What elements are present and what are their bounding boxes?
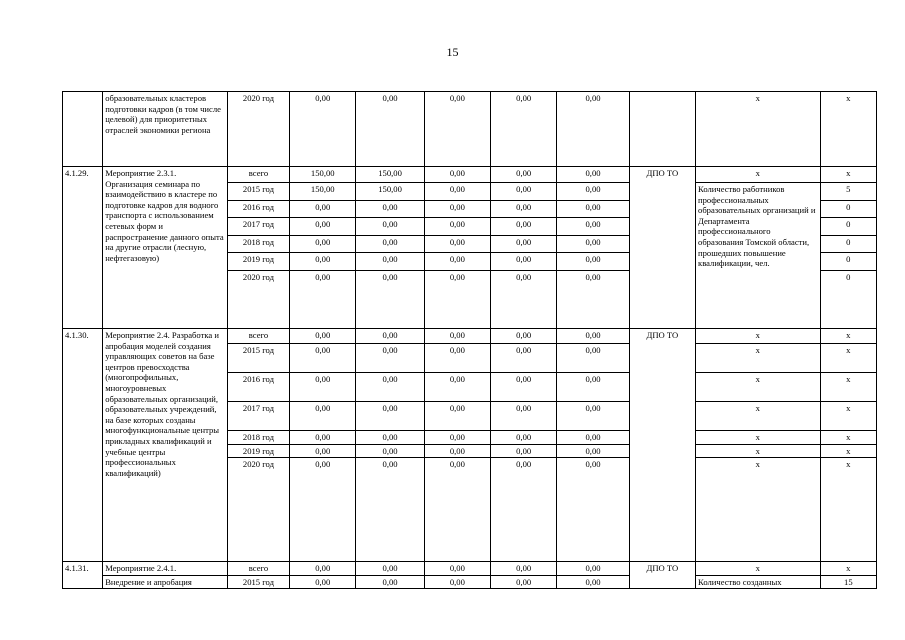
row-number: 4.1.30. — [63, 329, 103, 562]
cell-amount: 0,00 — [290, 329, 356, 344]
table-row — [63, 167, 877, 183]
cell-amount: 0,00 — [290, 575, 356, 589]
cell-amount: 0,00 — [557, 344, 629, 373]
cell-amount: 0,00 — [491, 344, 557, 373]
cell-amount: 0,00 — [424, 271, 490, 329]
cell-amount: 0,00 — [290, 444, 356, 458]
cell-amount: 0,00 — [290, 373, 356, 402]
cell-amount: 0,00 — [557, 329, 629, 344]
cell-amount: 0,00 — [491, 431, 557, 445]
cell-year: 2020 год — [227, 271, 289, 329]
cell-year: 2016 год — [227, 201, 289, 218]
cell-amount: 0,00 — [290, 218, 356, 236]
activity-description: Мероприятие 2.4.1. — [103, 562, 228, 576]
cell-year: всего — [227, 562, 289, 576]
cell-amount: 0,00 — [424, 167, 490, 183]
responsible-org: ДПО ТО — [629, 562, 695, 589]
cell-year: 2019 год — [227, 444, 289, 458]
cell-amount: 0,00 — [491, 271, 557, 329]
cell-amount: 0,00 — [424, 402, 490, 431]
cell-amount: 0,00 — [557, 271, 629, 329]
cell-indicator: x — [696, 344, 821, 373]
cell-amount: 0,00 — [491, 201, 557, 218]
cell-indicator-value: 5 — [820, 183, 876, 201]
cell-year: 2019 год — [227, 253, 289, 271]
cell-num — [63, 92, 103, 167]
cell-amount: 0,00 — [491, 253, 557, 271]
cell-amount: 0,00 — [290, 236, 356, 253]
cell-amount: 0,00 — [290, 92, 356, 167]
cell-amount: 0,00 — [424, 253, 490, 271]
cell-amount: 0,00 — [557, 431, 629, 445]
cell-indicator: x — [696, 444, 821, 458]
cell-amount: 0,00 — [557, 562, 629, 576]
cell-amount: 0,00 — [356, 562, 424, 576]
cell-indicator-value: x — [820, 431, 876, 445]
cell-amount: 150,00 — [356, 167, 424, 183]
cell-indicator-value: x — [820, 167, 876, 183]
indicator-name: Количество созданных — [696, 575, 821, 589]
cell-amount: 0,00 — [424, 431, 490, 445]
cell-amount: 0,00 — [491, 402, 557, 431]
cell-amount: 0,00 — [491, 562, 557, 576]
cell-amount: 0,00 — [424, 444, 490, 458]
cell-amount: 0,00 — [424, 575, 490, 589]
cell-amount: 0,00 — [491, 167, 557, 183]
cell-amount: 0,00 — [356, 218, 424, 236]
cell-amount: 0,00 — [424, 92, 490, 167]
cell-indicator: x — [696, 458, 821, 562]
cell-year: 2015 год — [227, 575, 289, 589]
cell-amount: 0,00 — [491, 218, 557, 236]
cell-amount: 0,00 — [356, 344, 424, 373]
cell-amount: 0,00 — [557, 167, 629, 183]
cell-indicator-value: 0 — [820, 236, 876, 253]
cell-amount: 0,00 — [557, 201, 629, 218]
cell-year: 2017 год — [227, 218, 289, 236]
cell-amount: 0,00 — [356, 253, 424, 271]
cell-amount: 0,00 — [290, 271, 356, 329]
activity-description: Мероприятие 2.4. Разработка и апробация моделей создания управляющих советов на базе центров превосходства (многопрофильных, многоуровневых образовательных организаций, образовательных учреждений, на базе которых созданы многофункциональные центры прикладных квалификаций и учебные центры профессиональных квалификаций) — [103, 329, 228, 562]
cell-year: 2015 год — [227, 183, 289, 201]
cell-amount: 0,00 — [356, 92, 424, 167]
cell-amount: 0,00 — [290, 201, 356, 218]
cell-amount: 0,00 — [290, 253, 356, 271]
responsible-org: ДПО ТО — [629, 329, 695, 562]
cell-indicator: x — [696, 92, 821, 167]
cell-amount: 0,00 — [491, 92, 557, 167]
cell-indicator-value: x — [820, 92, 876, 167]
table-row — [63, 329, 877, 344]
cell-amount: 0,00 — [557, 458, 629, 562]
cell-amount: 0,00 — [424, 329, 490, 344]
cell-year: 2018 год — [227, 431, 289, 445]
cell-year: 2015 год — [227, 344, 289, 373]
cell-amount: 0,00 — [290, 402, 356, 431]
cell-amount: 0,00 — [424, 562, 490, 576]
cell-amount: 0,00 — [491, 575, 557, 589]
page-number: 15 — [446, 45, 459, 59]
cell-indicator: x — [696, 329, 821, 344]
cell-amount: 0,00 — [424, 183, 490, 201]
cell-amount: 0,00 — [491, 373, 557, 402]
cell-amount: 0,00 — [424, 236, 490, 253]
cell-amount: 0,00 — [290, 431, 356, 445]
row-number: 4.1.31. — [63, 562, 103, 589]
cell-amount: 0,00 — [356, 373, 424, 402]
cell-amount: 0,00 — [424, 218, 490, 236]
cell-indicator: x — [696, 373, 821, 402]
program-activities-table — [62, 91, 877, 589]
cell-year: 2020 год — [227, 92, 289, 167]
responsible-org: ДПО ТО — [629, 167, 695, 329]
cell-amount: 0,00 — [491, 183, 557, 201]
cell-indicator: x — [696, 402, 821, 431]
cell-amount: 0,00 — [356, 402, 424, 431]
cell-amount: 0,00 — [356, 444, 424, 458]
cell-amount: 0,00 — [557, 218, 629, 236]
cell-amount: 0,00 — [557, 444, 629, 458]
cell-indicator-value: x — [820, 373, 876, 402]
cell-year: всего — [227, 167, 289, 183]
cell-indicator-value: 15 — [820, 575, 876, 589]
cell-amount: 0,00 — [557, 402, 629, 431]
cell-indicator-value: x — [820, 329, 876, 344]
cell-amount: 0,00 — [356, 201, 424, 218]
table-row — [63, 562, 877, 576]
cell-org — [629, 92, 695, 167]
cell-year: всего — [227, 329, 289, 344]
cell-indicator-value: x — [820, 402, 876, 431]
cell-amount: 0,00 — [356, 575, 424, 589]
cell-amount: 0,00 — [557, 92, 629, 167]
table-row — [63, 575, 877, 589]
cell-indicator-value: 0 — [820, 218, 876, 236]
cell-amount: 0,00 — [356, 329, 424, 344]
cell-amount: 0,00 — [557, 253, 629, 271]
cell-indicator: x — [696, 431, 821, 445]
cell-indicator: x — [696, 167, 821, 183]
table-row — [63, 92, 877, 167]
cell-amount: 0,00 — [557, 373, 629, 402]
cell-amount: 150,00 — [290, 183, 356, 201]
cell-amount: 0,00 — [491, 236, 557, 253]
cell-amount: 0,00 — [424, 458, 490, 562]
indicator-name: Количество работников профессиональных образовательных организаций и Департамента профессионального образования Томской области, прошедших повышение квалификации, чел. — [696, 183, 821, 329]
cell-amount: 0,00 — [491, 329, 557, 344]
cell-amount: 0,00 — [557, 236, 629, 253]
cell-amount: 0,00 — [290, 344, 356, 373]
cell-amount: 0,00 — [356, 236, 424, 253]
cell-amount: 0,00 — [491, 444, 557, 458]
cell-amount: 0,00 — [424, 344, 490, 373]
cell-amount: 0,00 — [491, 458, 557, 562]
cell-indicator-value: 0 — [820, 253, 876, 271]
cell-amount: 0,00 — [290, 458, 356, 562]
cell-amount: 0,00 — [424, 201, 490, 218]
cell-amount: 0,00 — [557, 575, 629, 589]
cell-year: 2016 год — [227, 373, 289, 402]
cell-indicator-value: 0 — [820, 201, 876, 218]
cell-year: 2017 год — [227, 402, 289, 431]
cell-amount: 0,00 — [290, 562, 356, 576]
cell-year: 2018 год — [227, 236, 289, 253]
cell-amount: 0,00 — [356, 271, 424, 329]
cell-amount: 150,00 — [290, 167, 356, 183]
cell-amount: 150,00 — [356, 183, 424, 201]
activity-description: образовательных кластеров подготовки кадров (в том числе целевой) для приоритетных отраслей экономики региона — [103, 92, 228, 167]
cell-amount: 0,00 — [557, 183, 629, 201]
cell-indicator-value: x — [820, 344, 876, 373]
cell-year: 2020 год — [227, 458, 289, 562]
cell-indicator-value: x — [820, 562, 876, 576]
row-number: 4.1.29. — [63, 167, 103, 329]
cell-amount: 0,00 — [424, 373, 490, 402]
activity-description: Внедрение и апробация — [103, 575, 228, 589]
cell-amount: 0,00 — [356, 431, 424, 445]
cell-indicator-value: 0 — [820, 271, 876, 329]
cell-amount: 0,00 — [356, 458, 424, 562]
cell-indicator: x — [696, 562, 821, 576]
cell-indicator-value: x — [820, 444, 876, 458]
activity-description: Мероприятие 2.3.1. Организация семинара по взаимодействию в кластере по подготовке кадров для водного транспорта с использованием сетевых форм и распространение данного опыта на другие отрасли (лесную, нефтегазовую) — [103, 167, 228, 329]
cell-indicator-value: x — [820, 458, 876, 562]
